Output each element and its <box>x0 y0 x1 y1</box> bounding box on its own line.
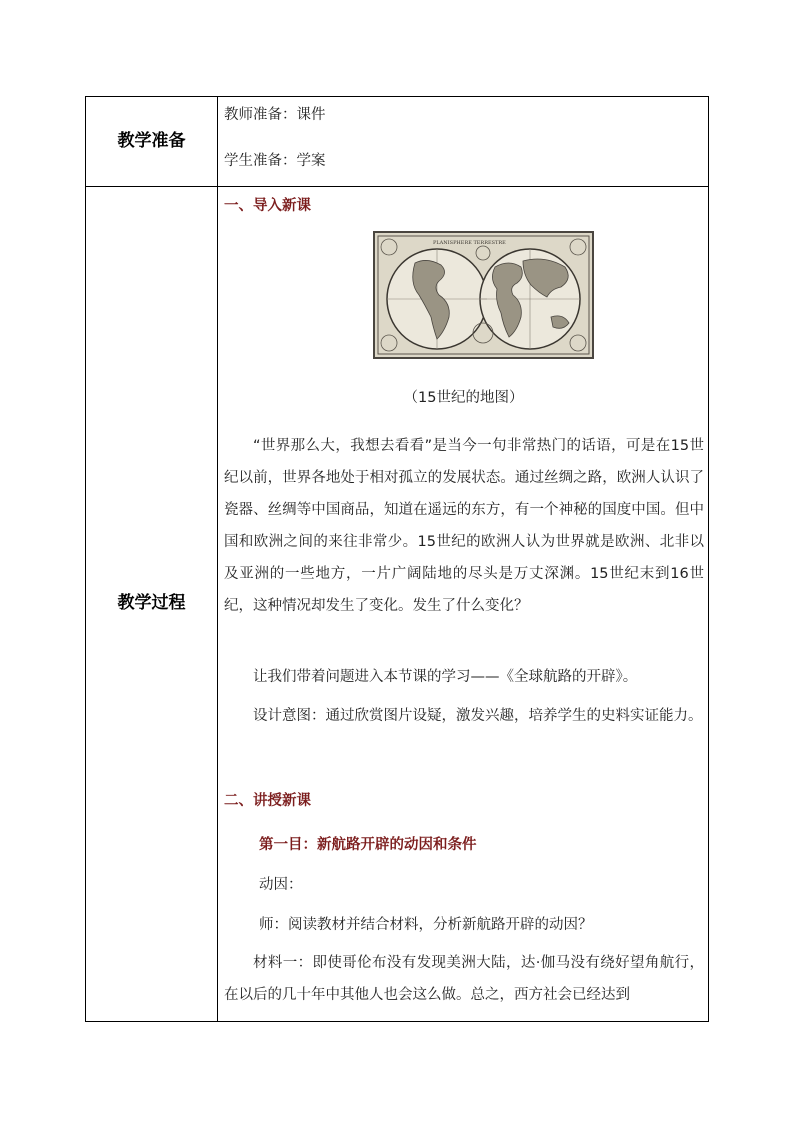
lesson-plan-table <box>85 96 709 1022</box>
teacher-preparation: 教师准备：课件 <box>224 107 326 123</box>
row-label-teaching-preparation: 教学准备 <box>117 131 186 151</box>
student-preparation: 学生准备：学案 <box>224 153 326 169</box>
motive-label: 动因： <box>259 877 303 893</box>
lesson-question: 让我们带着问题进入本节课的学习——《全球航路的开辟》。 <box>253 669 638 685</box>
material-one: 材料一：即使哥伦布没有发现美洲大陆，达·伽马没有绕好望角航行，在以后的几十年中其他人也会这么做。总之，西方社会已经达到 <box>224 955 704 1003</box>
section-heading-new-lesson: 二、讲授新课 <box>224 793 311 809</box>
row-label-teaching-process: 教学过程 <box>117 593 186 613</box>
row-divider <box>86 186 708 187</box>
section-heading-intro: 一、导入新课 <box>224 198 311 214</box>
world-map-drawing <box>375 233 592 357</box>
design-intent: 设计意图：通过欣赏图片设疑，激发兴趣，培养学生的史料实证能力。 <box>253 708 703 724</box>
subsection-heading: 第一目：新航路开辟的动因和条件 <box>259 837 477 853</box>
column-divider <box>217 97 218 1021</box>
teacher-question: 师：阅读教材并结合材料，分析新航路开辟的动因？ <box>259 917 593 933</box>
map-caption: （15世纪的地图） <box>403 390 524 406</box>
world-map-image <box>373 231 594 359</box>
intro-paragraph: “世界那么大，我想去看看”是当今一句非常热门的话语，可是在15世纪以前，世界各地处于相对孤立的发展状态。通过丝绸之路，欧洲人认识了瓷器、丝绸等中国商品，知道在遥远的东方，有一个神秘的国度中国。但中国和欧洲之间的来往非常少。15世纪的欧洲人认为世界就是欧洲、北非以及亚洲的一些地方，一片广阔陆地的尽头是万丈深渊。15世纪末到16世纪，这种情况却发生了变化。发生了什么变化？ <box>224 438 704 614</box>
map-title-cartouche: PLANISPHERE TERRESTRE <box>433 240 506 246</box>
